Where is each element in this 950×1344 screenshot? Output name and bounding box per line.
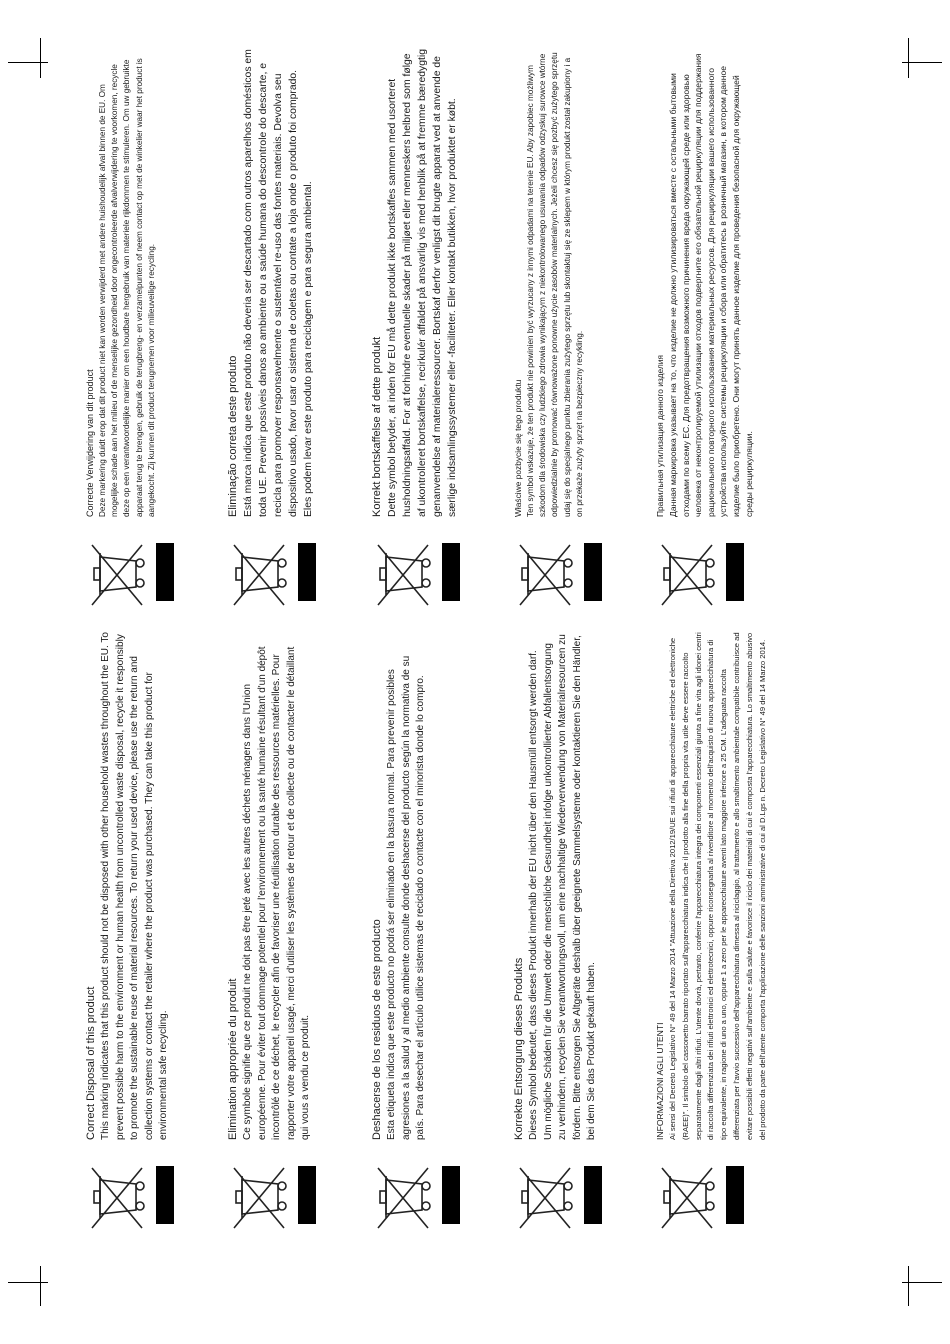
crossed-bin-icon [88,1162,188,1232]
crossed-bin-icon [516,539,616,609]
disposal-block-de [512,632,616,1232]
block-body: Данная маркировка указывает на то, что изделие не должно утилизироваться вместе с остальными бытовыми отходами по всему ЕС. Для предотвращения возможного причинения вреда окружающей среде или здоровью человека от неконтролируемой утилизации отходов подвергните его обязательной рециркуляции для поддержания рационального повторного использования материальных ресурсов. Для рециркуляции вашего использованного устройства используйте системы рециркуляции и сбора или обратитесь в розничный магазин, в котором данное изделие было приобретено. Они могут принять данное изделие для проведения безопасной для окружающей среды рециркуляции. [668,53,754,517]
block-title: Deshacerse de los residuos de este producto [371,919,383,1140]
block-title: Правильная утилизация данного изделия [655,355,665,517]
block-title: Korrekte Entsorgung dieses Produkts [513,957,525,1140]
block-body: Dieses Symbol bedeutet, dass dieses Produkt innerhalb der EU nicht über den Hausmüll entsorgt werden darf. Um mögliche Schäden für die Umwelt oder die menschliche Gesundheit infolge unkontrollierter Abfallentsorgung zu verhindern, recyclen Sie verantwortungsvoll, um eine nachhaltige Wiederverwendung von Materialresourcen zu fördern. Bitte entsorgen Sie Altgeräte deshalb über geeignete Sammelsysteme oder kontaktieren Sie den Händler, bei dem Sie das Produkt gekauft haben. [528,634,598,1140]
block-title: Correct Disposal of this product [85,986,97,1140]
disposal-block-en [84,632,188,1232]
block-body: Ce symbole signifie que ce produit ne doit pas être jeté avec les autres déchets ménagers dans l'Union européenne. Pour éviter tout dommage potentiel pour l'environnement ou la santé humaine résultant d'un dépôt incontrôlé de ce déchet, le recycler afin de favoriser une réutilisation durable des ressources matérielles. Pour rapporter votre appareil usagé, merci d'utiliser les systèmes de retour et de collecte ou de contacter le détaillant qui vous a vendu ce produit. [242,646,312,1140]
block-body: Ai sensi del Decreto Legislativo N° 49 del 14 Marzo 2014 "Attuazione della Direttiva 2012/19/UE sui rifiuti di apparecchiature elettriche ed elettroniche (RAEE)". Il simbolo del cassonetto barrato riportato sull'apparecchiatura indica che il prodotto alla fine della propria vita utile deve essere raccolto separatamente dagli altri rifiuti. L'utente dovrà, pertanto, conferire l'apparecchiatura integra dei componenti essenziali giunta a fine vita agli idonei centri di raccolta differenziata dei rifiuti elettronici ed elettrotecnici, oppure riconsegnarla al rivenditore al momento dell'acquisto di nuova apparecchiatura di tipo equivalente, in ragione di uno a uno, oppure 1 a zero per le apparecchiature aventi lato maggiore inferiore a 25 CM. L'adeguata raccolta differenziata per l'avvio successivo dell'apparecchiatura dimessa al riciclaggio, al trattamento e allo smaltimento ambientale compatibile contribuisce ad evitare possibili effetti negativi sull'ambiente e sulla salute e favorisce il riciclo dei materiali di cui è composta l'apparecchiatura. Lo smaltimento abusivo del prodotto da parte dell'utente comporta l'applicazione delle sanzioni amministrative di cui al D.Lgs n. Decreto Legislativo N° 49 del 14 Marzo 2014. [668,632,767,1140]
block-title: Correcte Verwijdering van dit product [85,369,95,517]
block-body: Deze markering duidt erop dat dit product niet kan worden verwijderd met andere huishoudelijk afval binnen de EU. Om mogelijke schade aan het milieu of de menselijke gezondheid door ongecontroleerde afvalverwijdering te voorkomen, recycle deze op een verantwoordelijke manier om een houdbare hergebruik van materiele rijkdommen te stimuleren. Om uw gebruikte apparaat terug te brengen, gebruik de terugbreng- en verzamelpunten of neem contact op met de winkelier waar het product is aangekocht. Zij kunnen dit product terugnemen voor milieuveilige recycling. [98,58,156,517]
disposal-block-it [654,632,769,1232]
crossed-bin-icon [658,539,758,609]
block-title: Korrekt bortskaffelse af dette produkt [371,336,383,517]
crossed-bin-icon [374,1162,474,1232]
disposal-block-da [370,49,474,609]
crossed-bin-icon [516,1162,616,1232]
block-title: INFORMAZIONI AGLI UTENTI [655,1022,665,1140]
block-title: Właściwe pozbycie się tego produktu [513,379,523,517]
crossed-bin-icon [88,539,188,609]
crossed-bin-icon [230,539,330,609]
disposal-block-es [370,632,474,1232]
disposal-block-pl [512,49,616,609]
block-body: Ten symbol wskazuje, że ten produkt nie powinien być wyrzucany z innymi odpadami na terenie EU. Aby zapobiec możliwym szkodom dla środowiska czy ludzkiego zdrowia wynikającym z niekontrolowanego usuwania odpadów odzyskuj surowce wtórne odpowiedzialnie by promować równoważone ponowne użycie zasobów materialnych. Jeżeli chcesz się pozbyć zużytego sprzętu udaj się do specjalnego punktu zbierania zużytego sprzętu lub skontaktuj się ze sklepem w którym produkt został zakupiony i a on przekaże zużyty sprzęt na bezpieczny recykling. [526,52,584,517]
disposal-block-nl [84,49,188,609]
crossed-bin-icon [374,539,474,609]
crossed-bin-icon [658,1162,758,1232]
disposal-block-ru [654,49,758,609]
block-body: Está marca indica que este produto não deveria ser descartado com outros aparelhos domésticos em toda UE. Prevenir possíveis danos ao ambiente ou a saúde humana do descontrole do descarte, e recicla para promover responsavelmente o sustentável re-uso das fontes materiais. Devolva seu dispositivo usado, favor usar o sistema de coletas ou contate a loja onde o produto foi comprado. Eles podem levar este produto para reciclagem e para segura ambiental. [243,49,314,517]
crossed-bin-icon [230,1162,330,1232]
disposal-block-pt [226,49,330,609]
disposal-block-fr [226,632,330,1232]
block-body: Dette symbol betyder, at inden for EU må dette produkt ikke bortskaffes sammen med usorteret husholdningsaffald. For at forhindre eventuelle skader på miljøet eller menneskers helbred som følge af ukontrolleret bortskaffelse, recirkulér affaldet på ansvarlig vis med henblik på at fremme bæredygtig genanvendelse af materialeressourcer. Bortskaf derfor venligst dit brugte apparat ved at anvende de særlige indsamlingssystemer eller -faciliteter. Eller kontakt butikken, hvor produktet er købt. [387,48,458,517]
block-title: Elimination appropriée du produit [227,978,239,1140]
block-title: Eliminação correta deste produto [227,355,239,517]
block-body: Esta etiqueta indica que este producto no podrá ser eliminado en la basura normal. Para prevenir posibles agresiones a la salud y al medio ambiente consulte donde deshacerse del producto según la normativa de su país. Para desechar el artículo utilice sistemas de reciclado o contacte con el minorista donde lo compro. [386,655,427,1140]
block-body: This marking indicates that this product should not be disposed with other household wastes throughout the EU. To prevent possible harm to the environment or human health from uncontrolled waste disposal, recycle it responsibly to promote the sustainable reuse of material resources. To return your used device, please use the return and collection systems or contact the retailer where the product was purchased. They can take this product for environmental safe recycling. [100,632,170,1140]
